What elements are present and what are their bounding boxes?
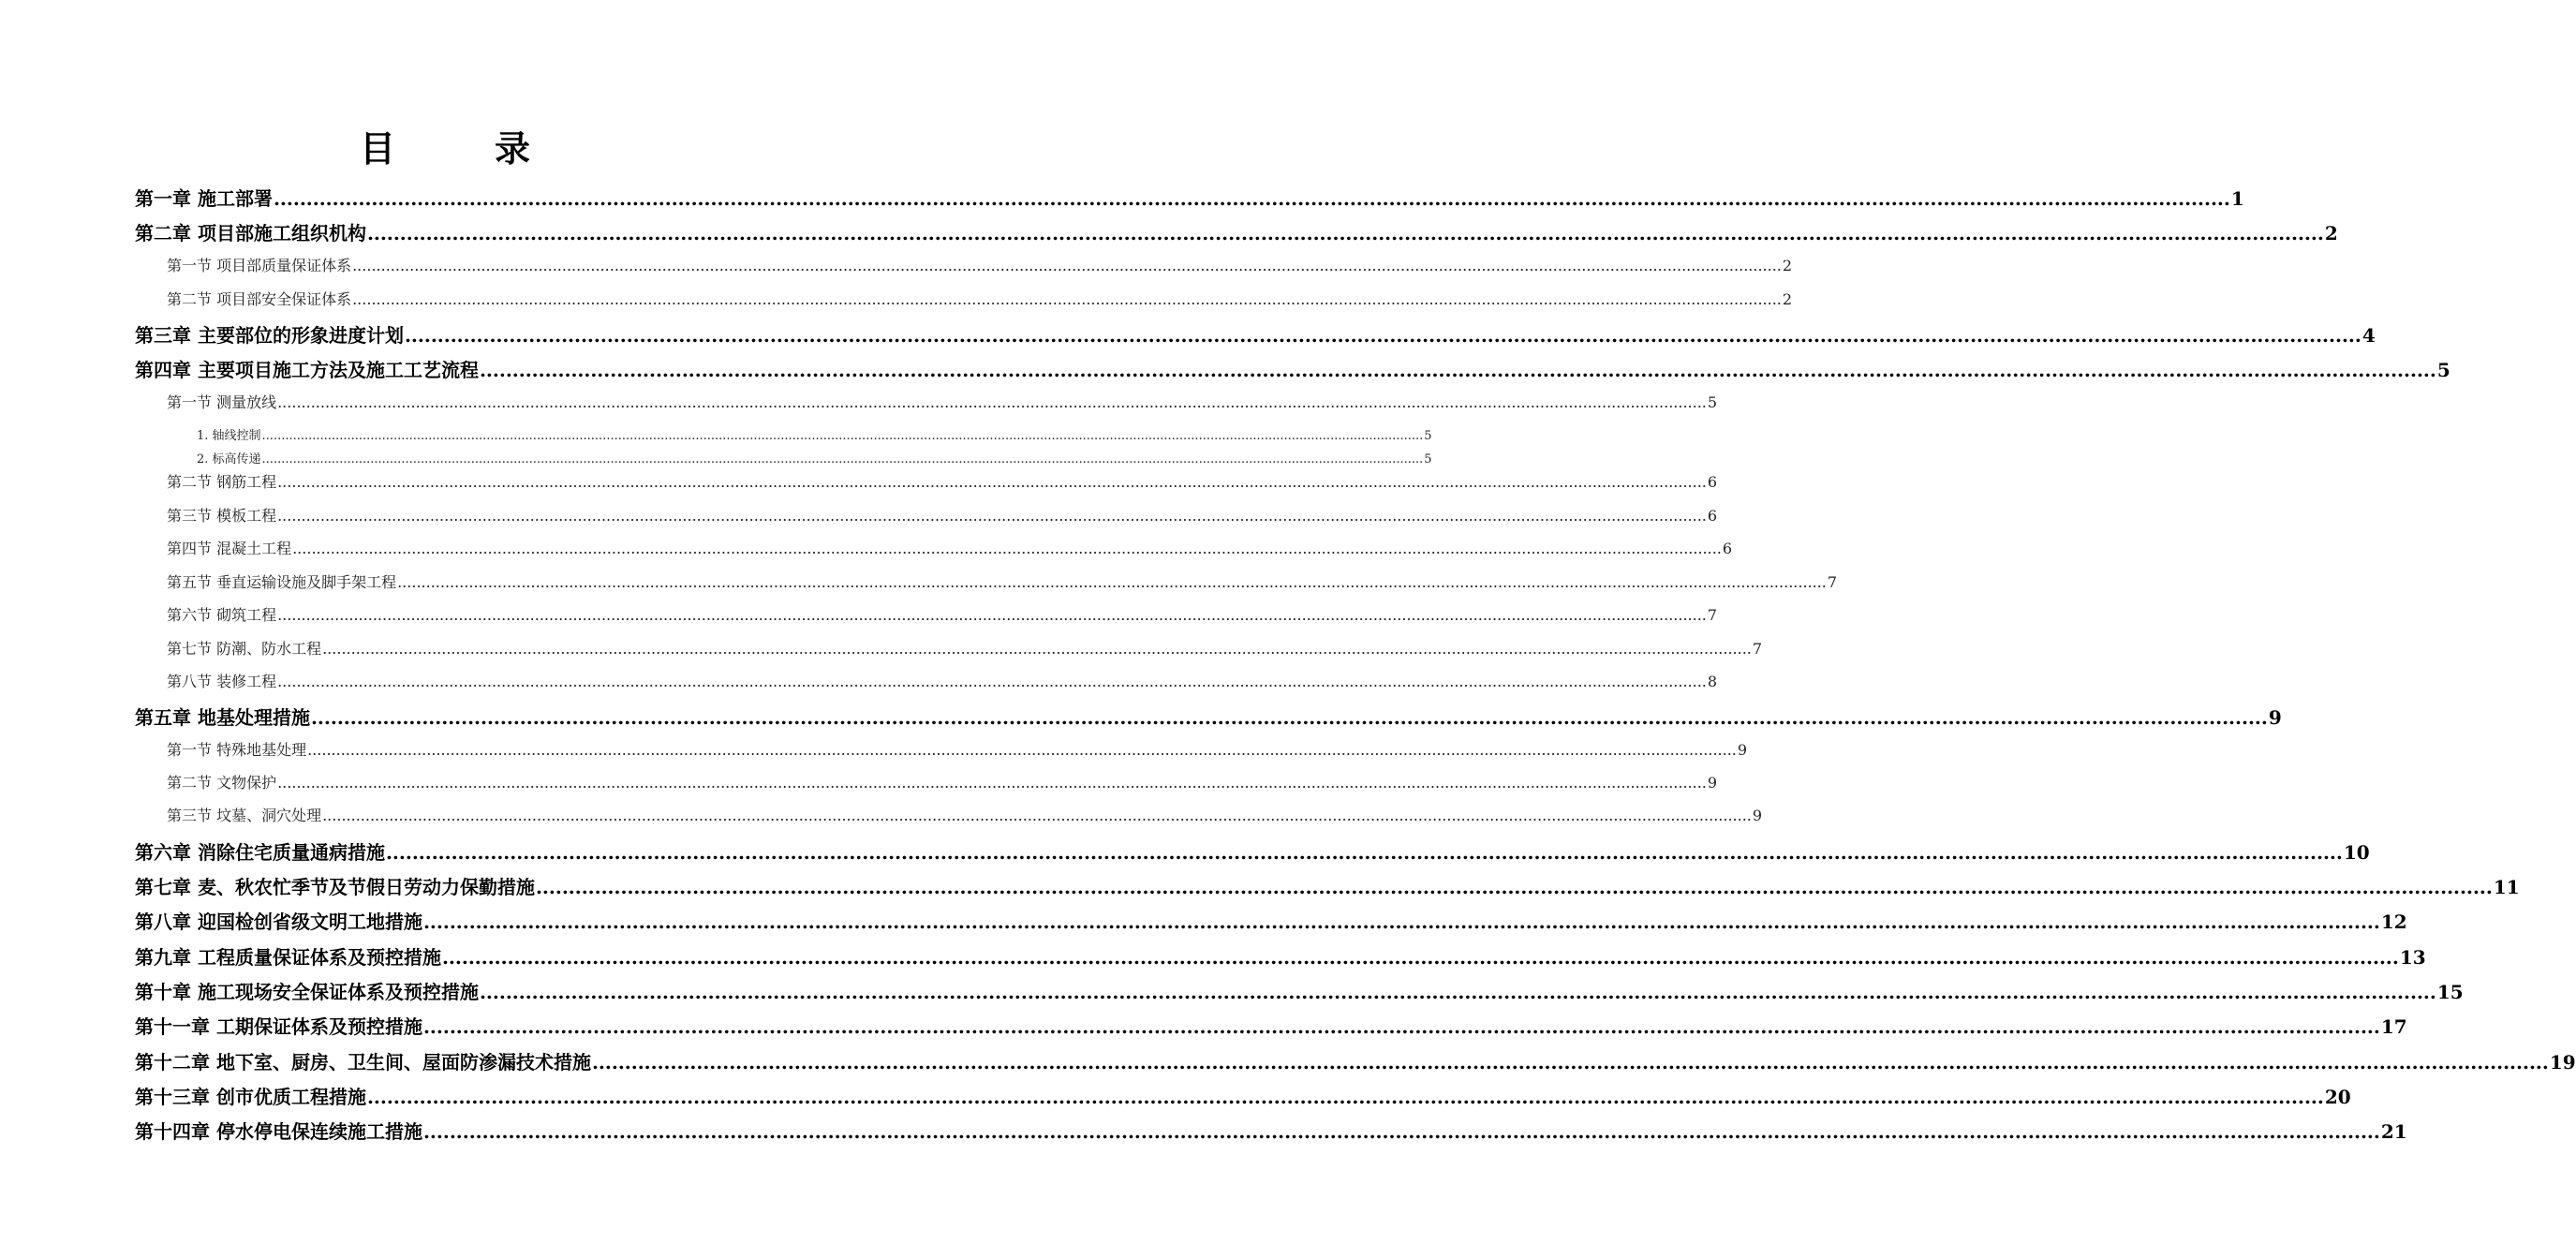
toc-label: 第五章 地基处理措施 (135, 706, 310, 729)
toc-section[interactable] (167, 637, 1763, 659)
toc-chapter-4[interactable] (135, 355, 2450, 382)
toc-label: 第七章 麦、秋农忙季节及节假日劳动力保勤措施 (135, 876, 535, 898)
dot-leader: ............................................................................................................................................................................................................................................................................................................ (261, 452, 1424, 467)
toc-label: 第二章 项目部施工组织机构 (135, 222, 366, 244)
dot-leader: ............................................................................................................................................................................................................................................................................................................ (422, 1120, 2380, 1143)
toc-page-number: 9 (2268, 706, 2282, 729)
toc-page-number: 9 (1752, 807, 1763, 824)
dot-leader: ............................................................................................................................................................................................................................................................................................................ (352, 257, 1782, 274)
toc-section[interactable] (167, 537, 1733, 558)
dot-leader: ............................................................................................................................................................................................................................................................................................................ (366, 1086, 2324, 1108)
toc-section[interactable] (167, 570, 1838, 592)
toc-page-number: 12 (2380, 911, 2407, 933)
toc-page-number: 4 (2361, 324, 2376, 347)
toc-page-number: 15 (2436, 981, 2464, 1003)
toc-chapter-14[interactable] (135, 1117, 2407, 1144)
dot-leader: ............................................................................................................................................................................................................................................................................................................ (479, 981, 2436, 1003)
dot-leader: ............................................................................................................................................................................................................................................................................................................ (422, 1015, 2380, 1038)
toc-label: 第十二章 地下室、厨房、卫生间、屋面防渗漏技术措施 (135, 1051, 591, 1074)
toc-label: 第六章 消除住宅质量通病措施 (135, 841, 385, 864)
toc-page-number: 6 (1707, 473, 1718, 491)
toc-chapter-8[interactable] (135, 907, 2407, 934)
toc-page-number: 2 (1782, 290, 1793, 308)
toc-page-number: 13 (2399, 946, 2426, 969)
toc-chapter-3[interactable] (135, 320, 2376, 348)
toc-section[interactable] (167, 738, 1748, 760)
toc-section[interactable] (167, 804, 1763, 825)
toc-label: 第十一章 工期保证体系及预控措施 (135, 1015, 422, 1038)
toc-subsection[interactable] (197, 449, 1432, 467)
toc-label: 第二节 项目部安全保证体系 (167, 290, 352, 308)
dot-leader: ............................................................................................................................................................................................................................................................................................................ (273, 187, 2230, 210)
toc-label: 第十章 施工现场安全保证体系及预控措施 (135, 981, 479, 1003)
toc-chapter-2[interactable] (135, 218, 2338, 245)
toc-label: 第六节 砌筑工程 (167, 606, 277, 624)
toc-page-number: 8 (1707, 673, 1718, 690)
toc-page-number: 1 (2230, 187, 2244, 210)
toc-page-number: 6 (1707, 507, 1718, 525)
toc-label: 第一节 项目部质量保证体系 (167, 257, 352, 274)
toc-section[interactable] (167, 504, 1718, 526)
toc-label: 1. 轴线控制 (197, 429, 261, 443)
toc-label: 2. 标高传递 (197, 452, 261, 467)
toc-page-number: 2 (1782, 257, 1793, 274)
toc-label: 第九章 工程质量保证体系及预控措施 (135, 946, 441, 969)
toc-page-number: 7 (1752, 640, 1763, 658)
toc-page-number: 17 (2380, 1015, 2407, 1038)
toc-section[interactable] (167, 771, 1718, 792)
dot-leader: ............................................................................................................................................................................................................................................................................................................ (277, 507, 1707, 525)
toc-page-number: 7 (1827, 573, 1838, 591)
toc-section[interactable] (167, 254, 1793, 275)
toc-page-number: 9 (1707, 774, 1718, 792)
toc-label: 第二节 文物保护 (167, 774, 277, 792)
toc-label: 第十四章 停水停电保连续施工措施 (135, 1120, 422, 1143)
toc-subsection[interactable] (197, 425, 1432, 443)
toc-page-number: 5 (1424, 429, 1432, 443)
dot-leader: ............................................................................................................................................................................................................................................................................................................ (422, 911, 2380, 933)
toc-label: 第五节 垂直运输设施及脚手架工程 (167, 573, 397, 591)
toc-section[interactable] (167, 391, 1718, 412)
dot-leader: ............................................................................................................................................................................................................................................................................................................ (397, 573, 1827, 591)
dot-leader: ............................................................................................................................................................................................................................................................................................................ (322, 807, 1752, 824)
toc-label: 第三章 主要部位的形象进度计划 (135, 324, 404, 347)
toc-chapter-11[interactable] (135, 1012, 2407, 1039)
toc-section[interactable] (167, 470, 1718, 492)
toc-label: 第四节 混凝土工程 (167, 540, 292, 557)
dot-leader: ............................................................................................................................................................................................................................................................................................................ (277, 774, 1707, 792)
toc-page-number: 11 (2493, 876, 2520, 898)
toc-page-number: 7 (1707, 606, 1718, 624)
toc-page-number: 5 (2436, 359, 2450, 381)
toc-label: 第八章 迎国检创省级文明工地措施 (135, 911, 422, 933)
toc-chapter-12[interactable] (135, 1047, 2576, 1074)
dot-leader: ............................................................................................................................................................................................................................................................................................................ (277, 606, 1707, 624)
toc-label: 第一章 施工部署 (135, 187, 273, 210)
toc-section[interactable] (167, 670, 1718, 691)
toc-page-number: 5 (1424, 452, 1432, 467)
dot-leader: ............................................................................................................................................................................................................................................................................................................ (479, 359, 2436, 381)
toc-chapter-1[interactable] (135, 184, 2244, 211)
toc-page-number: 10 (2343, 841, 2370, 864)
toc-label: 第三节 坟墓、洞穴处理 (167, 807, 322, 824)
toc-chapter-7[interactable] (135, 872, 2520, 899)
toc-chapter-10[interactable] (135, 977, 2464, 1004)
dot-leader: ............................................................................................................................................................................................................................................................................................................ (366, 222, 2324, 244)
dot-leader: ............................................................................................................................................................................................................................................................................................................ (591, 1051, 2549, 1074)
dot-leader: ............................................................................................................................................................................................................................................................................................................ (322, 640, 1752, 658)
toc-label: 第一节 特殊地基处理 (167, 741, 307, 759)
toc-label: 第二节 钢筋工程 (167, 473, 277, 491)
dot-leader: ............................................................................................................................................................................................................................................................................................................ (385, 841, 2343, 864)
dot-leader: ............................................................................................................................................................................................................................................................................................................ (404, 324, 2361, 347)
dot-leader: ............................................................................................................................................................................................................................................................................................................ (535, 876, 2493, 898)
toc-label: 第三节 模板工程 (167, 507, 277, 525)
dot-leader: ............................................................................................................................................................................................................................................................................................................ (277, 393, 1707, 411)
toc-chapter-5[interactable] (135, 703, 2282, 730)
toc-page-number: 5 (1707, 393, 1718, 411)
toc-page-number: 21 (2380, 1120, 2407, 1143)
toc-page-number: 6 (1722, 540, 1733, 557)
toc-label: 第一节 测量放线 (167, 393, 277, 411)
page-title: 目 录 (359, 128, 562, 170)
dot-leader: ............................................................................................................................................................................................................................................................................................................ (441, 946, 2399, 969)
toc-page-number: 9 (1737, 741, 1748, 759)
toc-chapter-9[interactable] (135, 942, 2426, 970)
toc-label: 第七节 防潮、防水工程 (167, 640, 322, 658)
dot-leader: ............................................................................................................................................................................................................................................................................................................ (310, 706, 2268, 729)
toc-label: 第八节 装修工程 (167, 673, 277, 690)
dot-leader: ............................................................................................................................................................................................................................................................................................................ (277, 673, 1707, 690)
toc-page-number: 19 (2549, 1051, 2576, 1074)
toc-label: 第四章 主要项目施工方法及施工工艺流程 (135, 359, 479, 381)
toc-label: 第十三章 创市优质工程措施 (135, 1086, 366, 1108)
dot-leader: ............................................................................................................................................................................................................................................................................................................ (261, 429, 1424, 443)
toc-chapter-6[interactable] (135, 837, 2370, 865)
toc-section[interactable] (167, 288, 1793, 309)
toc-chapter-13[interactable] (135, 1082, 2351, 1109)
dot-leader: ............................................................................................................................................................................................................................................................................................................ (292, 540, 1722, 557)
dot-leader: ............................................................................................................................................................................................................................................................................................................ (277, 473, 1707, 491)
toc-page-number: 20 (2324, 1086, 2351, 1108)
dot-leader: ............................................................................................................................................................................................................................................................................................................ (352, 290, 1782, 308)
toc-section[interactable] (167, 603, 1718, 625)
toc-page-number: 2 (2324, 222, 2338, 244)
dot-leader: ............................................................................................................................................................................................................................................................................................................ (307, 741, 1737, 759)
